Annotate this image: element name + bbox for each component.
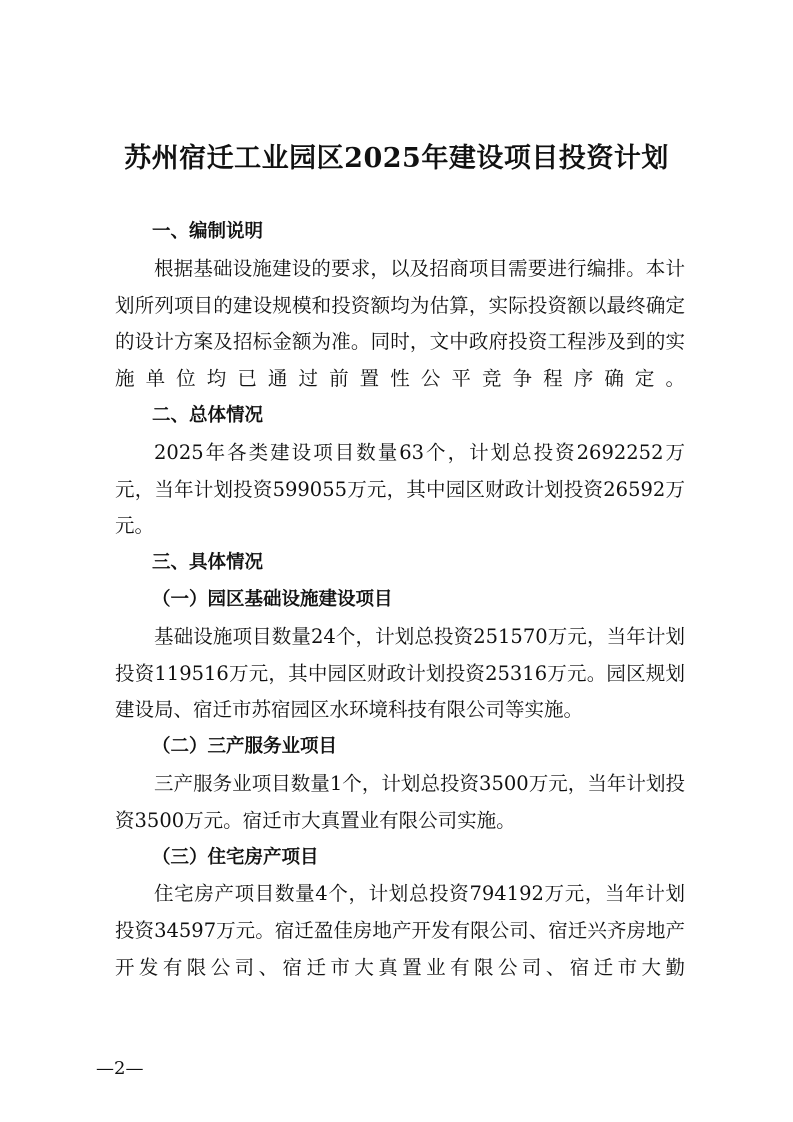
section-heading-specific-situation: 三、具体情况 (152, 552, 264, 574)
subsection-heading-tertiary-services: （二）三产服务业项目 (152, 736, 338, 758)
paragraph-compilation-notes: 根据基础设施建设的要求，以及招商项目需要进行编排。本计划所列项目的建设规模和投资额均为估算，实际投资额以最终确定的设计方案及招标金额为准。同时，文中政府投资工程涉及到的实施单位均已通过前置性公平竞争程序确定。 (115, 256, 685, 391)
page-number: —2— (96, 1058, 144, 1079)
paragraph-residential-real-estate: 住宅房产项目数量4个，计划总投资794192万元，当年计划投资34597万元。宿迁盈佳房地产开发有限公司、宿迁兴齐房地产开发有限公司、宿迁市大真置业有限公司、宿迁市大勤 (115, 882, 685, 979)
document-body (115, 214, 685, 987)
subsection-heading-residential-real-estate: （三）住宅房产项目 (152, 846, 319, 868)
paragraph-infrastructure: 基础设施项目数量24个，计划总投资251570万元，当年计划投资119516万元，其中园区财政计划投资25316万元。园区规划建设局、宿迁市苏宿园区水环境科技有限公司等实施。 (115, 624, 685, 722)
document-title: 苏州宿迁工业园区2025年建设项目投资计划 (124, 143, 669, 174)
paragraph-overall-situation: 2025年各类建设项目数量63个，计划总投资2692252万元，当年计划投资599055万元，其中园区财政计划投资26592万元。 (115, 440, 685, 538)
section-heading-overall-situation: 二、总体情况 (152, 404, 264, 426)
subsection-heading-infrastructure: （一）园区基础设施建设项目 (152, 588, 393, 610)
section-heading-compilation-notes: 一、编制说明 (152, 221, 264, 242)
paragraph-tertiary-services: 三产服务业项目数量1个，计划总投资3500万元，当年计划投资3500万元。宿迁市大真置业有限公司实施。 (115, 771, 685, 832)
